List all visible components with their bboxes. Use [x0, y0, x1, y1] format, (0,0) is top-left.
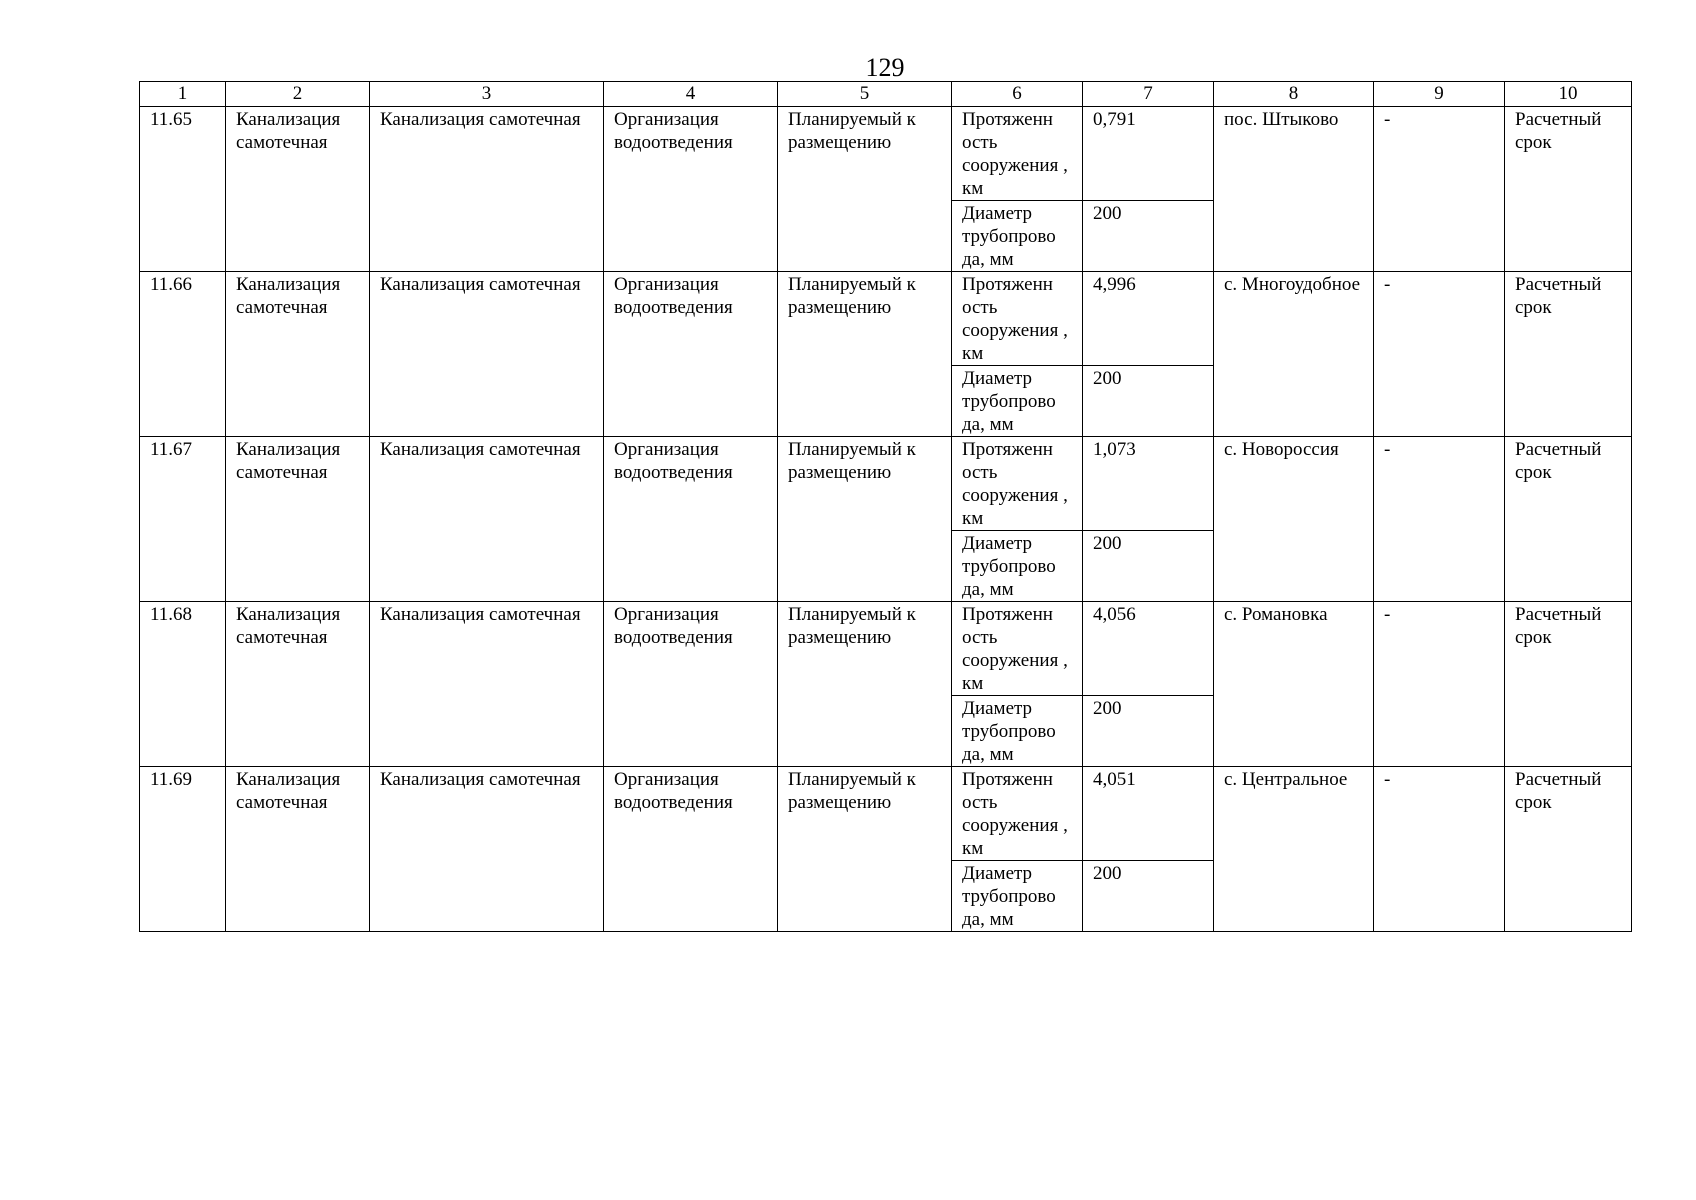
value-length-cell: 4,056: [1083, 602, 1214, 696]
purpose-cell: Организация водоотведения: [604, 272, 778, 437]
object-type-cell: Канализация самотечная: [226, 437, 370, 602]
row-number: 11.69: [140, 767, 226, 932]
location-cell: с. Новороссия: [1214, 437, 1374, 602]
object-type-cell: Канализация самотечная: [226, 767, 370, 932]
table-row: [140, 602, 1632, 696]
parameter-diameter-cell: Диаметр трубопрово да, мм: [952, 696, 1083, 767]
zone-cell: -: [1374, 602, 1505, 767]
value-diameter-cell: 200: [1083, 861, 1214, 932]
row-number: 11.68: [140, 602, 226, 767]
page-number: 129: [865, 53, 905, 82]
value-length-cell: 4,051: [1083, 767, 1214, 861]
term-cell: Расчетный срок: [1505, 107, 1632, 272]
value-length-cell: 1,073: [1083, 437, 1214, 531]
parameter-diameter-cell: Диаметр трубопрово да, мм: [952, 531, 1083, 602]
object-type-cell: Канализация самотечная: [226, 272, 370, 437]
table-row: [140, 107, 1632, 201]
object-name-cell: Канализация самотечная: [370, 107, 604, 272]
status-cell: Планируемый к размещению: [778, 767, 952, 932]
row-number: 11.65: [140, 107, 226, 272]
parameter-length-cell: Протяженн ость сооружения , км: [952, 602, 1083, 696]
parameter-diameter-cell: Диаметр трубопрово да, мм: [952, 366, 1083, 437]
value-diameter-cell: 200: [1083, 696, 1214, 767]
term-cell: Расчетный срок: [1505, 437, 1632, 602]
object-name-cell: Канализация самотечная: [370, 272, 604, 437]
purpose-cell: Организация водоотведения: [604, 107, 778, 272]
column-header: 2: [226, 82, 370, 107]
parameter-diameter-cell: Диаметр трубопрово да, мм: [952, 201, 1083, 272]
object-name-cell: Канализация самотечная: [370, 602, 604, 767]
column-header: 8: [1214, 82, 1374, 107]
header-row: [140, 82, 1632, 107]
term-cell: Расчетный срок: [1505, 272, 1632, 437]
purpose-cell: Организация водоотведения: [604, 602, 778, 767]
status-cell: Планируемый к размещению: [778, 272, 952, 437]
status-cell: Планируемый к размещению: [778, 602, 952, 767]
status-cell: Планируемый к размещению: [778, 107, 952, 272]
object-type-cell: Канализация самотечная: [226, 107, 370, 272]
location-cell: пос. Штыково: [1214, 107, 1374, 272]
column-header: 5: [778, 82, 952, 107]
table-row: [140, 767, 1632, 861]
row-number: 11.67: [140, 437, 226, 602]
term-cell: Расчетный срок: [1505, 602, 1632, 767]
column-header: 9: [1374, 82, 1505, 107]
parameter-length-cell: Протяженн ость сооружения , км: [952, 767, 1083, 861]
location-cell: с. Многоудобное: [1214, 272, 1374, 437]
value-diameter-cell: 200: [1083, 531, 1214, 602]
purpose-cell: Организация водоотведения: [604, 437, 778, 602]
parameter-diameter-cell: Диаметр трубопрово да, мм: [952, 861, 1083, 932]
location-cell: с. Центральное: [1214, 767, 1374, 932]
value-diameter-cell: 200: [1083, 201, 1214, 272]
object-name-cell: Канализация самотечная: [370, 767, 604, 932]
zone-cell: -: [1374, 107, 1505, 272]
column-header: 1: [140, 82, 226, 107]
term-cell: Расчетный срок: [1505, 767, 1632, 932]
object-type-cell: Канализация самотечная: [226, 602, 370, 767]
table-row: [140, 437, 1632, 531]
column-header: 10: [1505, 82, 1632, 107]
parameter-length-cell: Протяженн ость сооружения , км: [952, 107, 1083, 201]
row-number: 11.66: [140, 272, 226, 437]
column-header: 4: [604, 82, 778, 107]
parameter-length-cell: Протяженн ость сооружения , км: [952, 437, 1083, 531]
column-header: 6: [952, 82, 1083, 107]
column-header: 7: [1083, 82, 1214, 107]
facilities-table: [139, 81, 1632, 932]
status-cell: Планируемый к размещению: [778, 437, 952, 602]
zone-cell: -: [1374, 767, 1505, 932]
zone-cell: -: [1374, 272, 1505, 437]
purpose-cell: Организация водоотведения: [604, 767, 778, 932]
zone-cell: -: [1374, 437, 1505, 602]
table-row: [140, 272, 1632, 366]
column-header: 3: [370, 82, 604, 107]
location-cell: с. Романовка: [1214, 602, 1374, 767]
object-name-cell: Канализация самотечная: [370, 437, 604, 602]
parameter-length-cell: Протяженн ость сооружения , км: [952, 272, 1083, 366]
value-length-cell: 0,791: [1083, 107, 1214, 201]
value-diameter-cell: 200: [1083, 366, 1214, 437]
value-length-cell: 4,996: [1083, 272, 1214, 366]
